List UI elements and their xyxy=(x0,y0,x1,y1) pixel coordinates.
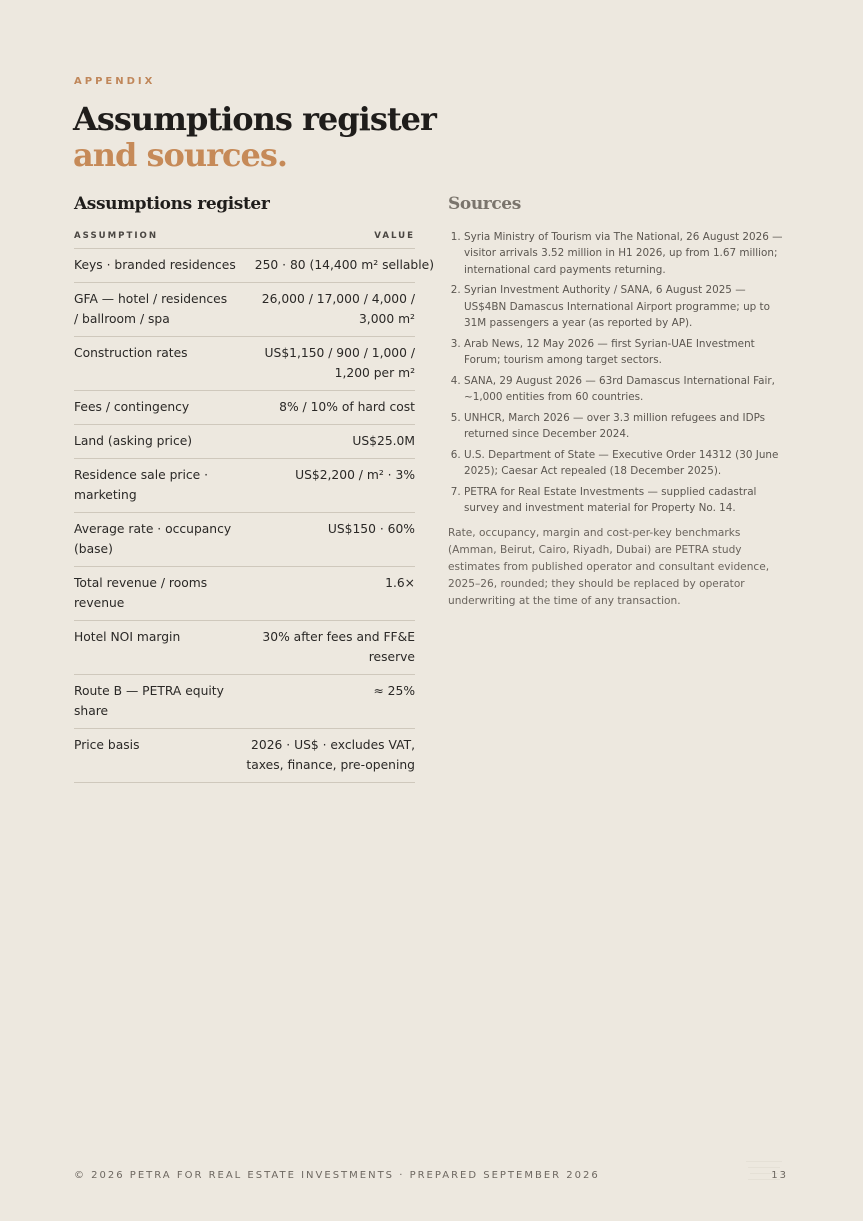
table-row xyxy=(74,513,415,567)
value-cell: US$1,150 / 900 / 1,000 / 1,200 per m² xyxy=(264,346,415,380)
table-row xyxy=(74,567,415,621)
value-cell: 30% after fees and FF&E reserve xyxy=(262,630,415,664)
value-cell: 2026 · US$ · excludes VAT, taxes, finance, pre-opening xyxy=(246,738,415,772)
section-eyebrow: APPENDIX xyxy=(74,76,156,87)
assumption-cell: Hotel NOI margin xyxy=(74,630,181,644)
assumption-cell: Keys · branded residences xyxy=(74,258,236,272)
page-number: 13 xyxy=(771,1170,788,1181)
source-item: 6. U.S. Department of State — Executive Order 14312 (30 June 2025); Caesar Act repealed (18 December 2025). xyxy=(464,447,788,480)
sources-note: Rate, occupancy, margin and cost-per-key benchmarks (Amman, Beirut, Cairo, Riyadh, Dubai) are PETRA study estimates from published operator and consultant evidence, 2025–26, rounded; they should be replaced by operator underwriting at the time of any transaction. xyxy=(448,527,770,608)
table-row xyxy=(74,391,415,425)
value-cell: 26,000 / 17,000 / 4,000 / 3,000 m² xyxy=(261,292,415,326)
value-cell: 1.6× xyxy=(385,576,415,590)
value-cell: 8% / 10% of hard cost xyxy=(279,400,415,414)
page-title-line-2: and sources. xyxy=(73,136,287,174)
page-title xyxy=(73,101,436,173)
assumption-cell: Residence sale price · marketing xyxy=(74,468,209,502)
table-row xyxy=(74,283,415,337)
table-row xyxy=(74,425,415,459)
value-cell: ≈ 25% xyxy=(373,684,415,698)
column-header-value: VALUE xyxy=(374,231,415,241)
assumptions-heading: Assumptions register xyxy=(74,194,270,214)
table-row xyxy=(74,459,415,513)
table-row xyxy=(74,675,415,729)
assumption-cell: Fees / contingency xyxy=(74,400,190,414)
source-item: 5. UNHCR, March 2026 — over 3.3 million refugees and IDPs returned since December 2024. xyxy=(464,410,788,443)
source-item: 7. PETRA for Real Estate Investments — supplied cadastral survey and investment material for Property No. 14. xyxy=(464,484,788,517)
value-cell: 250 · 80 (14,400 m² sellable) xyxy=(254,258,434,272)
source-item: 4. SANA, 29 August 2026 — 63rd Damascus International Fair, ~1,000 entities from 60 countries. xyxy=(464,373,788,406)
assumption-cell: Construction rates xyxy=(74,346,188,360)
source-item: 3. Arab News, 12 May 2026 — first Syrian-UAE Investment Forum; tourism among target sectors. xyxy=(464,336,788,369)
sources-list xyxy=(448,229,788,516)
page-title-line-1: Assumptions register xyxy=(73,100,436,138)
value-cell: US$2,200 / m² · 3% xyxy=(295,468,415,482)
assumptions-table-body xyxy=(74,249,434,783)
assumption-cell: Land (asking price) xyxy=(74,434,193,448)
sources-heading: Sources xyxy=(448,194,521,214)
table-row xyxy=(74,621,415,675)
footer-copyright: © 2026 PETRA FOR REAL ESTATE INVESTMENTS · PREPARED SEPTEMBER 2026 xyxy=(74,1170,600,1181)
value-cell: US$25.0M xyxy=(352,434,415,448)
value-cell: US$150 · 60% xyxy=(327,522,415,536)
column-header-assumption: ASSUMPTION xyxy=(74,231,159,241)
table-row xyxy=(74,249,434,283)
source-item: 2. Syrian Investment Authority / SANA, 6 August 2025 — US$4BN Damascus International Airport programme; up to 31M passengers a year (as reported by AP). xyxy=(464,282,788,331)
sources-column xyxy=(448,194,788,610)
assumptions-column xyxy=(74,194,434,783)
table-row xyxy=(74,729,415,783)
assumptions-table-header xyxy=(74,231,415,249)
source-item: 1. Syria Ministry of Tourism via The National, 26 August 2026 — visitor arrivals 3.52 million in H1 2026, up from 1.67 million; international card payments returning. xyxy=(464,229,788,278)
assumption-cell: Price basis xyxy=(74,738,140,752)
assumption-cell: Total revenue / rooms revenue xyxy=(74,576,208,610)
table-row xyxy=(74,337,415,391)
assumption-cell: Route B — PETRA equity share xyxy=(74,684,224,718)
assumption-cell: GFA — hotel / residences / ballroom / spa xyxy=(74,292,228,326)
assumption-cell: Average rate · occupancy (base) xyxy=(74,522,232,556)
